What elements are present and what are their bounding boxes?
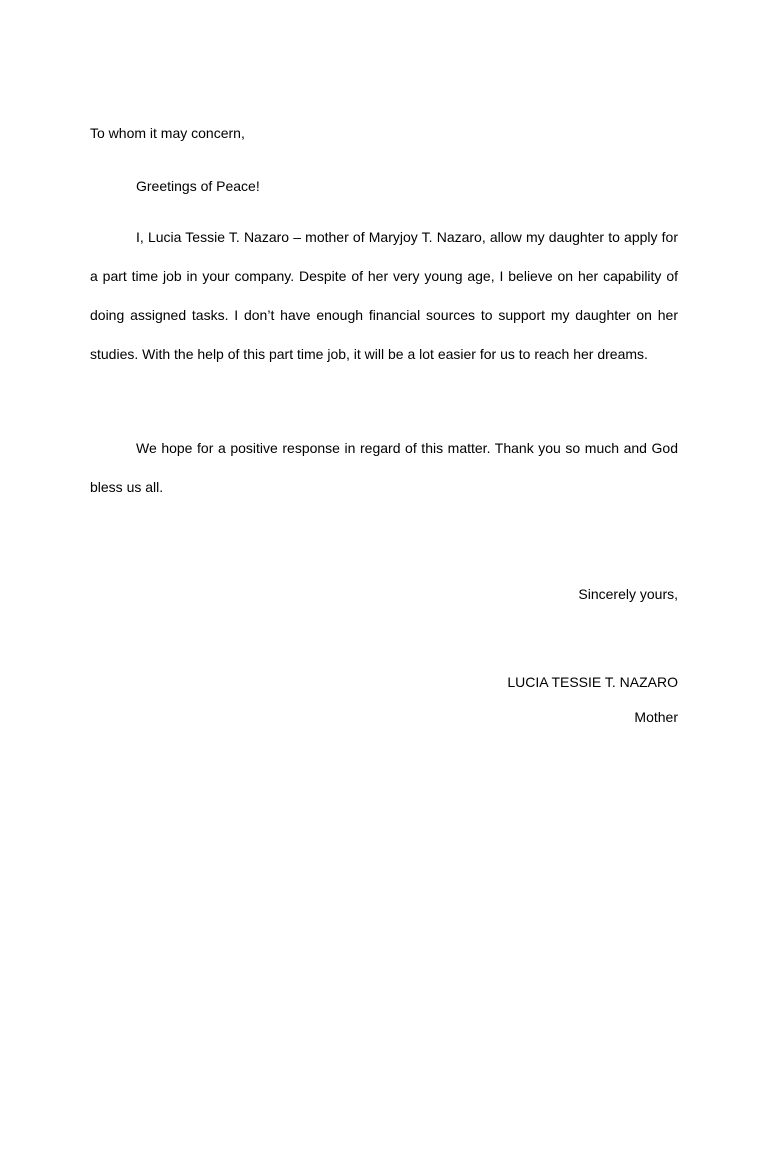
closing-phrase: Sincerely yours,	[578, 586, 678, 602]
greeting: Greetings of Peace!	[136, 178, 260, 194]
body-paragraph-closing-remarks: We hope for a positive response in regard of this matter. Thank you so much and God bless us all.	[90, 440, 678, 495]
body-paragraph-permission: I, Lucia Tessie T. Nazaro – mother of Maryjoy T. Nazaro, allow my daughter to apply for a part time job in your company. Despite of her very young age, I believe on her capability of doing assigned tasks. I don’t have enough financial sources to support my daughter on her studies. With the help of this part time job, it will be a lot easier for us to reach her dreams.	[90, 229, 678, 362]
signer-name: LUCIA TESSIE T. NAZARO	[507, 674, 678, 690]
signer-role: Mother	[634, 709, 678, 725]
salutation: To whom it may concern,	[90, 125, 245, 141]
